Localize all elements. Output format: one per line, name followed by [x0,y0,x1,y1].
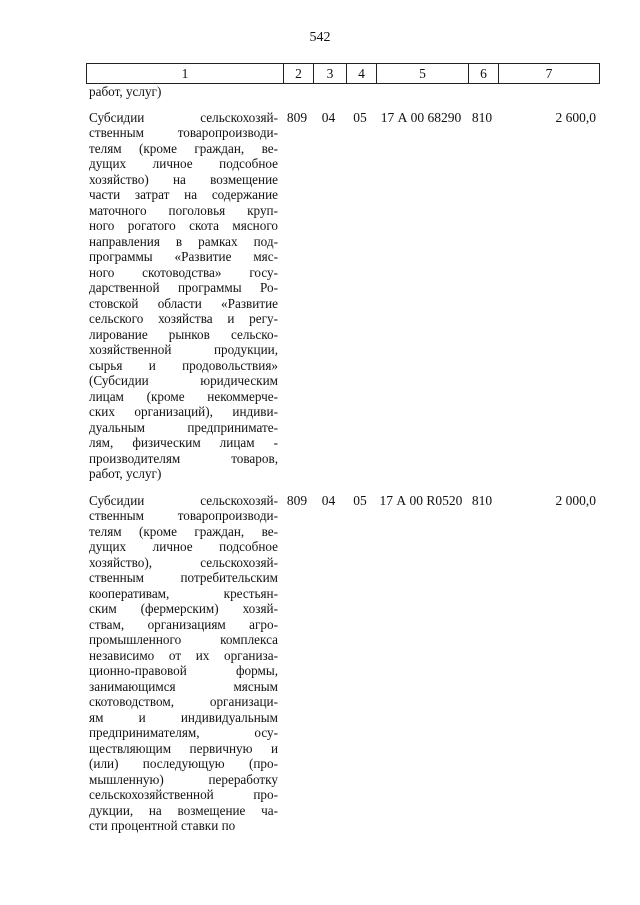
description-line: направления в рамках под- [89,233,278,249]
row-code-target: 17 А 00 R0520 [379,492,463,508]
description-line: производителям товаров, [89,450,278,466]
row-code-expense-type: 810 [471,492,493,508]
description-line: хозяйство), сельскохозяй- [89,554,278,570]
description-line: сырья и продовольствия» [89,357,278,373]
description-line: занимающимся мясным [89,678,278,694]
header-col-3: 3 [313,64,346,83]
description-line: промышленного комплекса [89,632,278,647]
description-line: ственным потребительским [89,570,278,585]
header-col-2: 2 [283,64,313,83]
row-description [86,493,278,834]
description-line: (или) последующую (про- [89,756,278,771]
row-code-subsection: 05 [353,492,367,508]
description-line: программы «Развитие мяс- [89,249,278,264]
description-line: дущих личное подсобное [89,539,278,554]
description-line: ществляющим первичную и [89,740,278,756]
description-line: ствам, организациям агро- [89,616,278,632]
description-line: маточного поголовья круп- [89,202,278,218]
row-code-section: 04 [321,492,336,508]
row-code-target: 17 А 00 68290 [380,109,462,125]
description-line: дущих личное подсобное [89,156,278,171]
description-line: лирование рынков сельско- [89,326,278,342]
description-line: скотоводством, организаци- [89,694,278,709]
description-line: лям, физическим лицам - [89,435,278,450]
description-line: части затрат на содержание [89,187,278,202]
description-line: Субсидии сельскохозяй- [89,492,278,508]
description-line: дуальным предпринимате- [89,419,278,435]
row-code-admin: 809 [286,109,308,125]
row-code-expense-type: 810 [471,109,493,125]
description-line: ционно-правовой формы, [89,663,278,678]
description-line: кооперативам, крестьян- [89,585,278,601]
description-line: дарственной программы Ро- [89,280,278,295]
header-col-7: 7 [498,64,599,83]
table-row [86,110,600,482]
description-line: хозяйственной продукции, [89,342,278,357]
row-code-section: 04 [321,109,336,125]
description-line: сельского хозяйства и регу- [89,311,278,326]
description-line: хозяйство) на возмещение [89,171,278,187]
description-line: предпринимателям, осу- [89,725,278,740]
row-code-subsection: 05 [353,109,367,125]
description-line: телям (кроме граждан, ве- [89,140,278,156]
row-code-admin: 809 [286,492,308,508]
description-line: мышленную) переработку [89,771,278,787]
description-line: ских организаций), индиви- [89,404,278,419]
table-body [86,84,600,834]
table-header [86,63,600,84]
header-col-6: 6 [468,64,498,83]
description-line: независимо от их организа- [89,647,278,663]
description-line: сельскохозяйственной про- [89,787,278,802]
description-line: работ, услуг) [89,466,162,481]
header-col-1: 1 [181,66,189,81]
header-col-5: 5 [376,64,468,83]
page-number: 542 [309,30,331,45]
header-col-4: 4 [346,64,376,83]
row-amount: 2 000,0 [555,492,596,508]
description-line: ного скотоводства» госу- [89,264,278,280]
description-line: ственным товаропроизводи- [89,508,278,523]
description-line: ного рогатого скота мясного [89,218,278,233]
description-line: ям и индивидуальным [89,709,278,725]
description-line: Субсидии сельскохозяй- [89,109,278,125]
continuation-text: работ, услуг) [89,84,162,99]
row-description [86,110,278,482]
description-line: сти процентной ставки по [89,818,236,833]
description-line: лицам (кроме некоммерче- [89,388,278,404]
description-line: ским (фермерским) хозяй- [89,601,278,616]
table-row [86,493,600,834]
description-line: ственным товаропроизводи- [89,125,278,140]
description-line: стовской области «Развитие [89,295,278,311]
description-line: телям (кроме граждан, ве- [89,523,278,539]
description-line: дукции, на возмещение ча- [89,802,278,818]
description-line: (Субсидии юридическим [89,373,278,388]
row-amount: 2 600,0 [555,109,596,125]
